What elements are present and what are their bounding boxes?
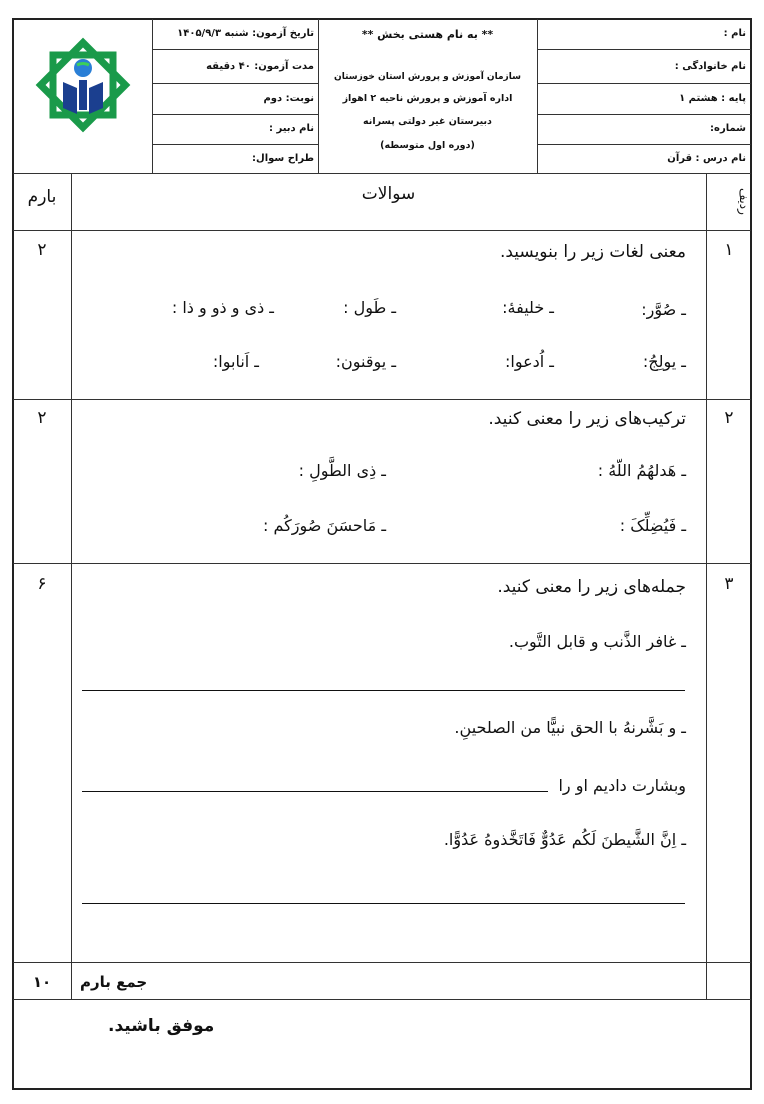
row-line (152, 49, 318, 50)
exam-sheet (12, 18, 752, 1090)
student-name-field: نام : (723, 28, 746, 39)
q2-item: ـ هَدلهُمُ اللّهُ : (597, 461, 686, 480)
q2-item: ـ مَاحسَنَ صُورَکُم : (263, 516, 386, 535)
school-name: دبیرستان غیر دولتی پسرانه (363, 116, 492, 127)
score-header: بارم (27, 187, 57, 207)
answer-line (82, 690, 685, 691)
row-line (537, 83, 751, 84)
header-divider-3 (537, 19, 538, 173)
score-col-border (71, 174, 72, 1000)
q1-item: ـ صُوَّر: (641, 300, 686, 319)
row-col-border (706, 174, 707, 1000)
q3-number: ۳ (724, 574, 734, 594)
closing-wish: موفق باشید. (108, 1016, 215, 1036)
q1-item: ـ یولِجُ: (642, 352, 686, 371)
q3-score: ۶ (37, 574, 47, 594)
row-line (152, 83, 318, 84)
q2-bottom-border (13, 563, 751, 564)
grade-field: پایه : هشتم ۱ (679, 93, 746, 104)
q2-prompt: ترکیب‌های زیر را معنی کنید. (488, 409, 686, 429)
q1-prompt: معنی لغات زیر را بنویسید. (499, 242, 686, 262)
school-period: (دوره اول متوسطه) (380, 140, 475, 151)
table-header-border (13, 230, 751, 231)
exam-duration-field: مدت آزمون: ۴۰ دقیقه (206, 61, 314, 72)
total-score-label: جمع بارم (80, 973, 148, 991)
education-logo-icon (30, 32, 136, 138)
total-bottom-border (13, 999, 751, 1000)
q3-partial-answer: وبشارت دادیم او را (558, 776, 686, 795)
org-line-1: سازمان آموزش و پرورش استان خوزستان (334, 72, 521, 82)
q3-sentence-1: ـ غافر الذَّنب و قابل التَّوب. (508, 632, 686, 651)
exam-date-field: تاریخ آزمون: شنبه ۱۴۰۵/۹/۳ (177, 28, 314, 39)
questions-header: سوالات (361, 184, 416, 204)
header-bottom-border (13, 173, 751, 174)
q1-item: ـ ذی و ذو و ذا : (171, 298, 274, 317)
header-divider-1 (152, 19, 153, 173)
q3-sentence-2: ـ و بَشَّرنهُ با الحق نبیًّا من الصلحینِ. (454, 718, 686, 737)
teacher-name-field: نام دبیر : (269, 123, 314, 134)
row-line (152, 114, 318, 115)
answer-line (82, 903, 685, 904)
q2-item: ـ ذِی الطَّولِ : (298, 461, 386, 480)
total-score-value: ۱۰ (32, 973, 52, 991)
q1-item: ـ طَول : (343, 298, 396, 317)
q3-prompt: جمله‌های زیر را معنی کنید. (497, 577, 686, 597)
q1-item: ـ یوقنون: (335, 352, 396, 371)
row-line (537, 144, 751, 145)
exam-term-field: نوبت: دوم (263, 93, 314, 104)
row-line (537, 49, 751, 50)
q2-number: ۲ (724, 408, 734, 428)
course-name-field: نام درس : قرآن (667, 153, 746, 164)
q1-item: ـ اَنابوا: (212, 352, 259, 371)
q3-sentence-3: ـ اِنَّ الشَّیطنَ لَکُم عَدُوٌّ فَاتَخَّذوهُ عَدُوًّا. (443, 830, 686, 849)
q1-bottom-border (13, 399, 751, 400)
q1-item: ـ اُدعوا: (505, 352, 554, 371)
student-family-field: نام خانوادگی : (674, 61, 746, 72)
row-header: ردیف (737, 188, 751, 215)
q2-score: ۲ (37, 408, 47, 428)
row-line (537, 114, 751, 115)
q2-item: ـ فَیُضِلِّکَ : (619, 516, 686, 535)
q3-bottom-border (13, 962, 751, 963)
question-designer-field: طراح سوال: (252, 153, 314, 164)
org-line-2: اداره آموزش و پرورش ناحیه ۲ اهواز (342, 93, 513, 104)
row-line (152, 144, 318, 145)
q1-number: ۱ (724, 240, 734, 260)
q1-score: ۲ (37, 240, 47, 260)
answer-line (82, 791, 548, 792)
basmala-title: ** به نام هستی بخش ** (361, 28, 494, 41)
student-number-field: شماره: (710, 123, 746, 134)
q1-item: ـ خلیفهٔ: (502, 298, 554, 317)
